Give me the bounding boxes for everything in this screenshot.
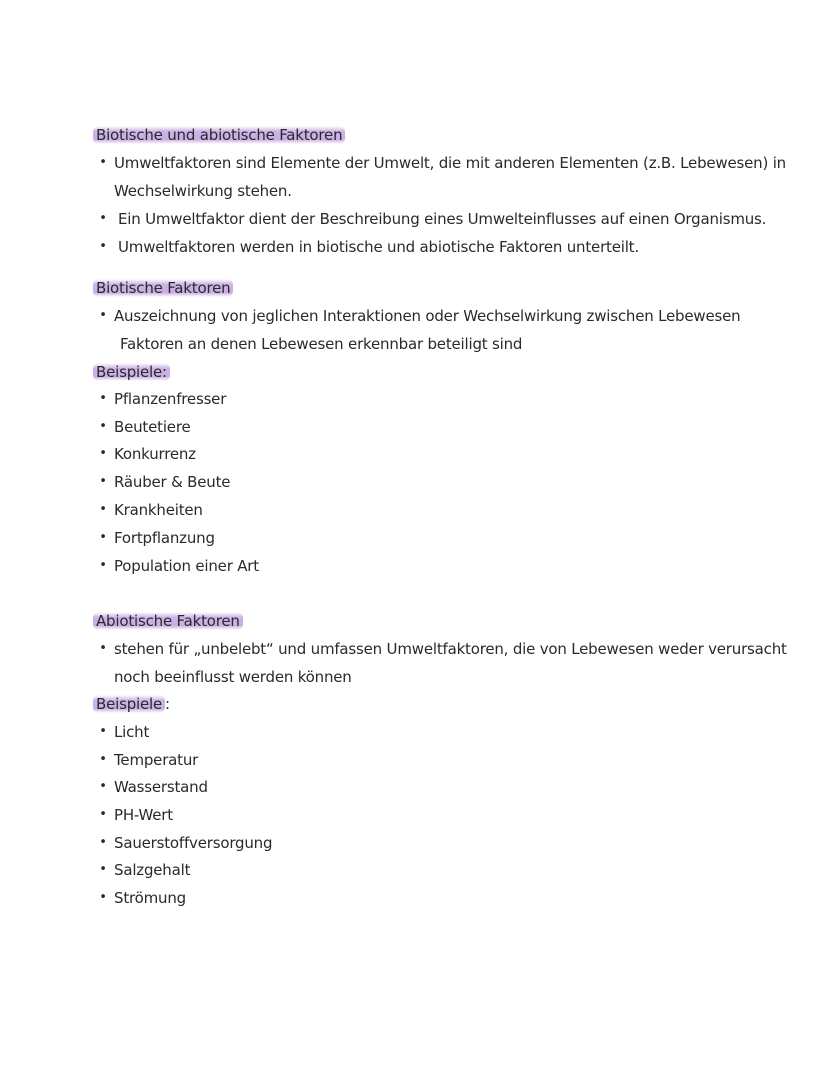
bullet-icon: • [99, 835, 107, 850]
example-text: Wasserstand [114, 778, 208, 796]
examples-highlight: Beispiele: [93, 363, 170, 381]
examples-label-abiotic [96, 694, 170, 714]
example-text: Temperatur [114, 751, 199, 769]
bullet-icon: • [99, 862, 107, 877]
bullet-icon: • [99, 890, 107, 905]
bullet-icon: • [99, 530, 107, 545]
section-heading-biotic [96, 278, 233, 298]
section-heading-biotic-abiotic [96, 125, 345, 145]
bullet-icon: • [99, 724, 107, 739]
example-text: Sauerstoffversorgung [114, 834, 273, 852]
bullet-icon: • [99, 419, 107, 434]
example-text: Pflanzenfresser [114, 390, 227, 408]
example-text: Konkurrenz [114, 445, 196, 463]
bullet-icon: • [99, 752, 107, 767]
example-text: Fortpflanzung [114, 529, 215, 547]
bullet-icon: • [99, 446, 107, 461]
bullet-icon: • [99, 308, 107, 323]
example-text: PH-Wert [114, 806, 173, 824]
heading-highlight: Biotische Faktoren [93, 279, 233, 297]
bullet-icon: • [99, 239, 107, 254]
list-item-continuation: Faktoren an denen Lebewesen erkennbar beteiligt sind [120, 335, 523, 353]
section-heading-abiotic [96, 611, 243, 631]
heading-highlight: Biotische und abiotische Faktoren [93, 126, 345, 144]
bullet-icon: • [99, 391, 107, 406]
list-item-text: Umweltfaktoren sind Elemente der Umwelt, die mit anderen Elementen (z.B. Lebewesen) in [114, 154, 786, 172]
list-item-text: Auszeichnung von jeglichen Interaktionen oder Wechselwirkung zwischen Lebewesen [114, 307, 741, 325]
example-text: Beutetiere [114, 418, 191, 436]
bullet-icon: • [99, 641, 107, 656]
bullet-icon: • [99, 474, 107, 489]
heading-highlight: Abiotische Faktoren [93, 612, 243, 630]
example-text: Licht [114, 723, 150, 741]
examples-label-biotic [96, 362, 170, 382]
bullet-icon: • [99, 779, 107, 794]
example-text: Strömung [114, 889, 186, 907]
example-text: Krankheiten [114, 501, 203, 519]
bullet-icon: • [99, 558, 107, 573]
bullet-icon: • [99, 807, 107, 822]
list-item-text: Umweltfaktoren werden in biotische und abiotische Faktoren unterteilt. [118, 238, 639, 256]
bullet-icon: • [99, 155, 107, 170]
example-text: Salzgehalt [114, 861, 191, 879]
list-item-continuation: Wechselwirkung stehen. [114, 182, 292, 200]
examples-highlight: Beispiele [93, 695, 165, 713]
bullet-icon: • [99, 211, 107, 226]
bullet-icon: • [99, 502, 107, 517]
list-item-text: Ein Umweltfaktor dient der Beschreibung eines Umwelteinflusses auf einen Organismus. [118, 210, 767, 228]
example-text: Population einer Art [114, 557, 259, 575]
example-text: Räuber & Beute [114, 473, 231, 491]
list-item-text: stehen für „unbelebt“ und umfassen Umweltfaktoren, die von Lebewesen weder verursacht [114, 640, 787, 658]
examples-colon: : [165, 695, 170, 713]
list-item-continuation: noch beeinflusst werden können [114, 668, 352, 686]
